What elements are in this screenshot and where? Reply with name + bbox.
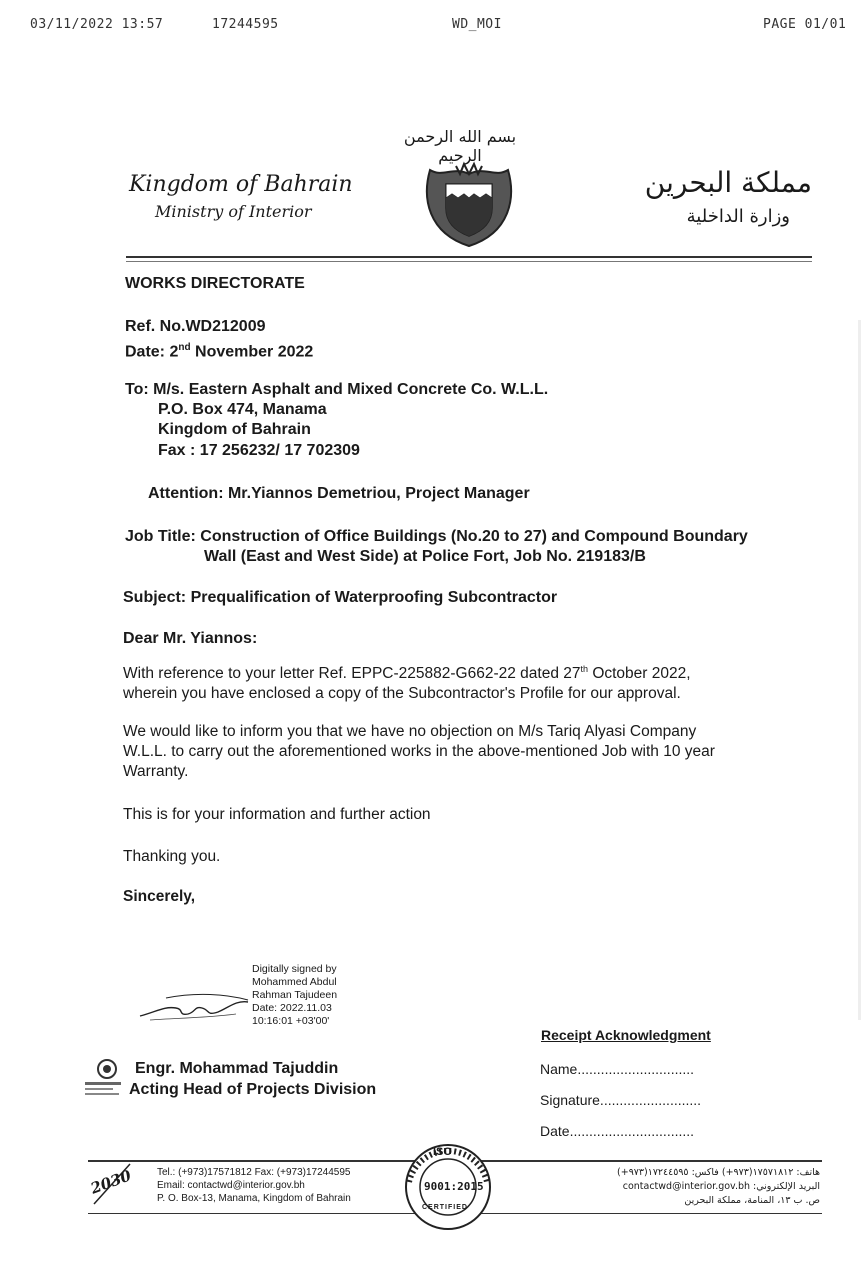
letterhead-country: Kingdom of Bahrain <box>129 172 353 197</box>
paragraph-reference: With reference to your letter Ref. EPPC-225882-G662-22 dated 27th October 2022, wherein you have enclosed a copy of the Subcontractor's Profile for our approval. <box>123 664 691 703</box>
quality-seal-icon <box>96 1058 118 1080</box>
fax-datetime: 03/11/2022 13:57 <box>30 17 164 32</box>
job-title-line1: Job Title: Construction of Office Buildings (No.20 to 27) and Compound Boundary <box>125 528 748 545</box>
footer-contact-arabic: هاتف: ١٧٥٧١٨١٢(٩٧٣+) فاكس: ١٧٢٤٤٥٩٥(٩٧٣+) البريد الإلكتروني: contactwd@interior.gov.bh ص. ب ١٣، المنامة، مملكة البحرين <box>617 1167 820 1206</box>
certification-mark-icon <box>84 1080 122 1100</box>
receipt-date-field: Date................................ <box>540 1123 695 1139</box>
salutation: Dear Mr. Yiannos: <box>123 630 258 647</box>
bahrain-emblem-icon <box>420 158 518 250</box>
iso-label: ISO <box>433 1146 452 1158</box>
recipient-country: Kingdom of Bahrain <box>158 421 311 438</box>
fax-page: PAGE 01/01 <box>763 17 847 32</box>
directorate-heading: WORKS DIRECTORATE <box>125 275 305 292</box>
iso-standard-number: 9001:2015 <box>424 1180 484 1193</box>
receipt-name-field: Name.............................. <box>540 1061 695 1077</box>
attention-line: Attention: Mr.Yiannos Demetriou, Project Manager <box>148 485 530 502</box>
letterhead-ministry: Ministry of Interior <box>155 202 312 221</box>
paragraph-information: This is for your information and further action <box>123 806 431 823</box>
closing-line: Sincerely, <box>123 888 196 905</box>
footer-contact-english: Tel.: (+973)17571812 Fax: (+973)17244595 Email: contactwd@interior.gov.bh P. O. Box-13, Manama, Kingdom of Bahrain <box>157 1167 351 1204</box>
basmala: بسم الله الرحمن الرحيم <box>403 127 517 165</box>
thanks-line: Thanking you. <box>123 848 221 865</box>
letterhead-country-arabic: مملكة البحرين <box>644 166 812 199</box>
scan-edge-shadow <box>858 320 861 1020</box>
paragraph-no-objection: We would like to inform you that we have no objection on M/s Tariq Alyasi Company W.L.L. to carry out the aforementioned works in the above-mentioned Job with 10 year Warranty. <box>123 723 715 780</box>
digital-signature-block: Digitally signed by Mohammed Abdul Rahman Tajudeen Date: 2022.11.03 10:16:01 +03'00' <box>252 963 338 1027</box>
reference-number: Ref. No.WD212009 <box>125 318 266 335</box>
subject-line: Subject: Prequalification of Waterproofing Subcontractor <box>123 589 558 606</box>
job-title-line2: Wall (East and West Side) at Police Fort, Job No. 219183/B <box>204 548 646 565</box>
letterhead-rule-thin <box>126 261 812 262</box>
signatory-title: Acting Head of Projects Division <box>129 1081 377 1098</box>
letterhead-rule <box>126 256 812 258</box>
recipient-fax: Fax : 17 256232/ 17 702309 <box>158 442 360 459</box>
fax-number: 17244595 <box>212 17 279 32</box>
handwritten-signature-icon <box>136 990 254 1024</box>
letterhead-ministry-arabic: وزارة الداخلية <box>686 206 790 227</box>
receipt-signature-field: Signature.......................... <box>540 1092 702 1108</box>
letter-date: Date: 2nd November 2022 <box>125 342 314 361</box>
fax-sender-id: WD_MOI <box>452 17 502 32</box>
signatory-name: Engr. Mohammad Tajuddin <box>135 1060 339 1077</box>
receipt-heading: Receipt Acknowledgment <box>541 1027 711 1043</box>
vision-2030-label: 2030 <box>88 1166 134 1198</box>
recipient-company: To: M/s. Eastern Asphalt and Mixed Concrete Co. W.L.L. <box>125 381 549 398</box>
iso-certified-label: CERTIFIED <box>422 1204 468 1211</box>
recipient-po-box: P.O. Box 474, Manama <box>158 401 327 418</box>
